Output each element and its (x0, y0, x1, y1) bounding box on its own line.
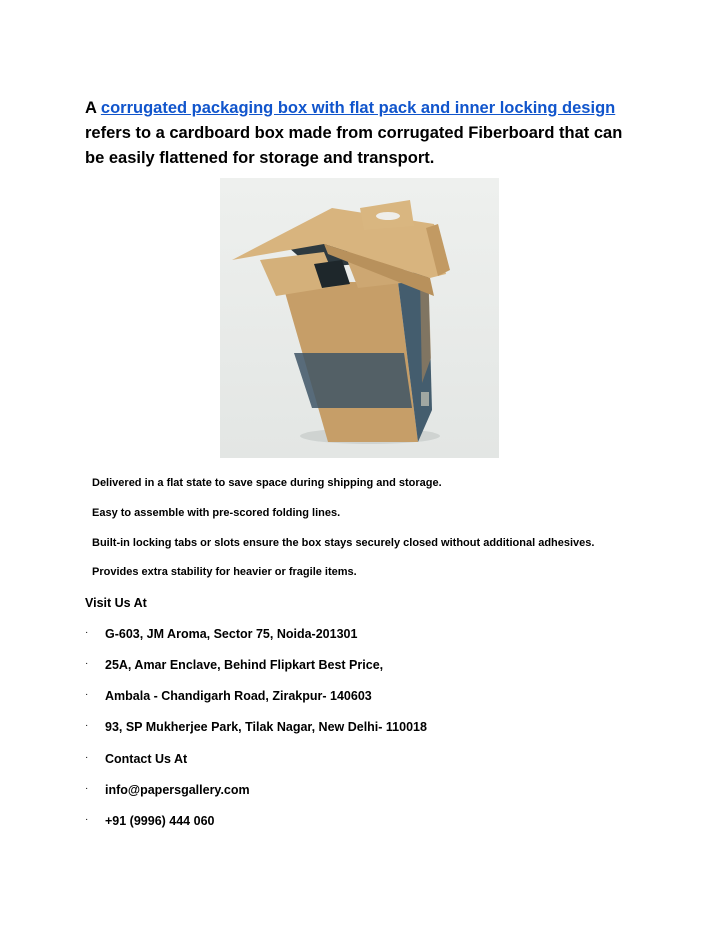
feature-item: Delivered in a flat state to save space during shipping and storage. (92, 477, 442, 489)
contact-text: 93, SP Mukherjee Park, Tilak Nagar, New Delhi- 110018 (105, 720, 427, 734)
side-logo (421, 392, 429, 406)
contact-text: Ambala - Chandigarh Road, Zirakpur- 140603 (105, 689, 372, 703)
bullet-dot: · (85, 627, 89, 638)
intro-rest: refers to a cardboard box made from corrugated Fiberboard that can be easily flattened for storage and transport. (85, 124, 623, 167)
bullet-dot: · (85, 814, 89, 825)
feature-item: Provides extra stability for heavier or fragile items. (92, 566, 357, 578)
email-text: info@papersgallery.com (105, 783, 250, 797)
product-link[interactable]: corrugated packaging box with flat pack and inner locking design (100, 99, 616, 117)
box-print-band (294, 353, 412, 408)
visit-heading: Visit Us At (85, 596, 147, 610)
contact-text: 25A, Amar Enclave, Behind Flipkart Best Price, (105, 658, 384, 672)
hang-hole (376, 212, 400, 220)
intro-paragraph (85, 96, 645, 171)
intro-prefix: A (85, 99, 101, 117)
contact-text: G-603, JM Aroma, Sector 75, Noida-201301 (105, 627, 358, 641)
contact-heading: Contact Us At (105, 752, 188, 766)
feature-item: Easy to assemble with pre-scored folding lines. (92, 507, 341, 519)
bullet-dot: · (85, 752, 89, 763)
feature-item: Built-in locking tabs or slots ensure the box stays securely closed without additional adhesives. (92, 537, 595, 549)
bullet-dot: · (85, 720, 89, 731)
product-photo (220, 178, 499, 458)
bullet-dot: · (85, 783, 89, 794)
bullet-dot: · (85, 658, 89, 669)
phone-text: +91 (9996) 444 060 (105, 814, 215, 828)
bullet-dot: · (85, 689, 89, 700)
